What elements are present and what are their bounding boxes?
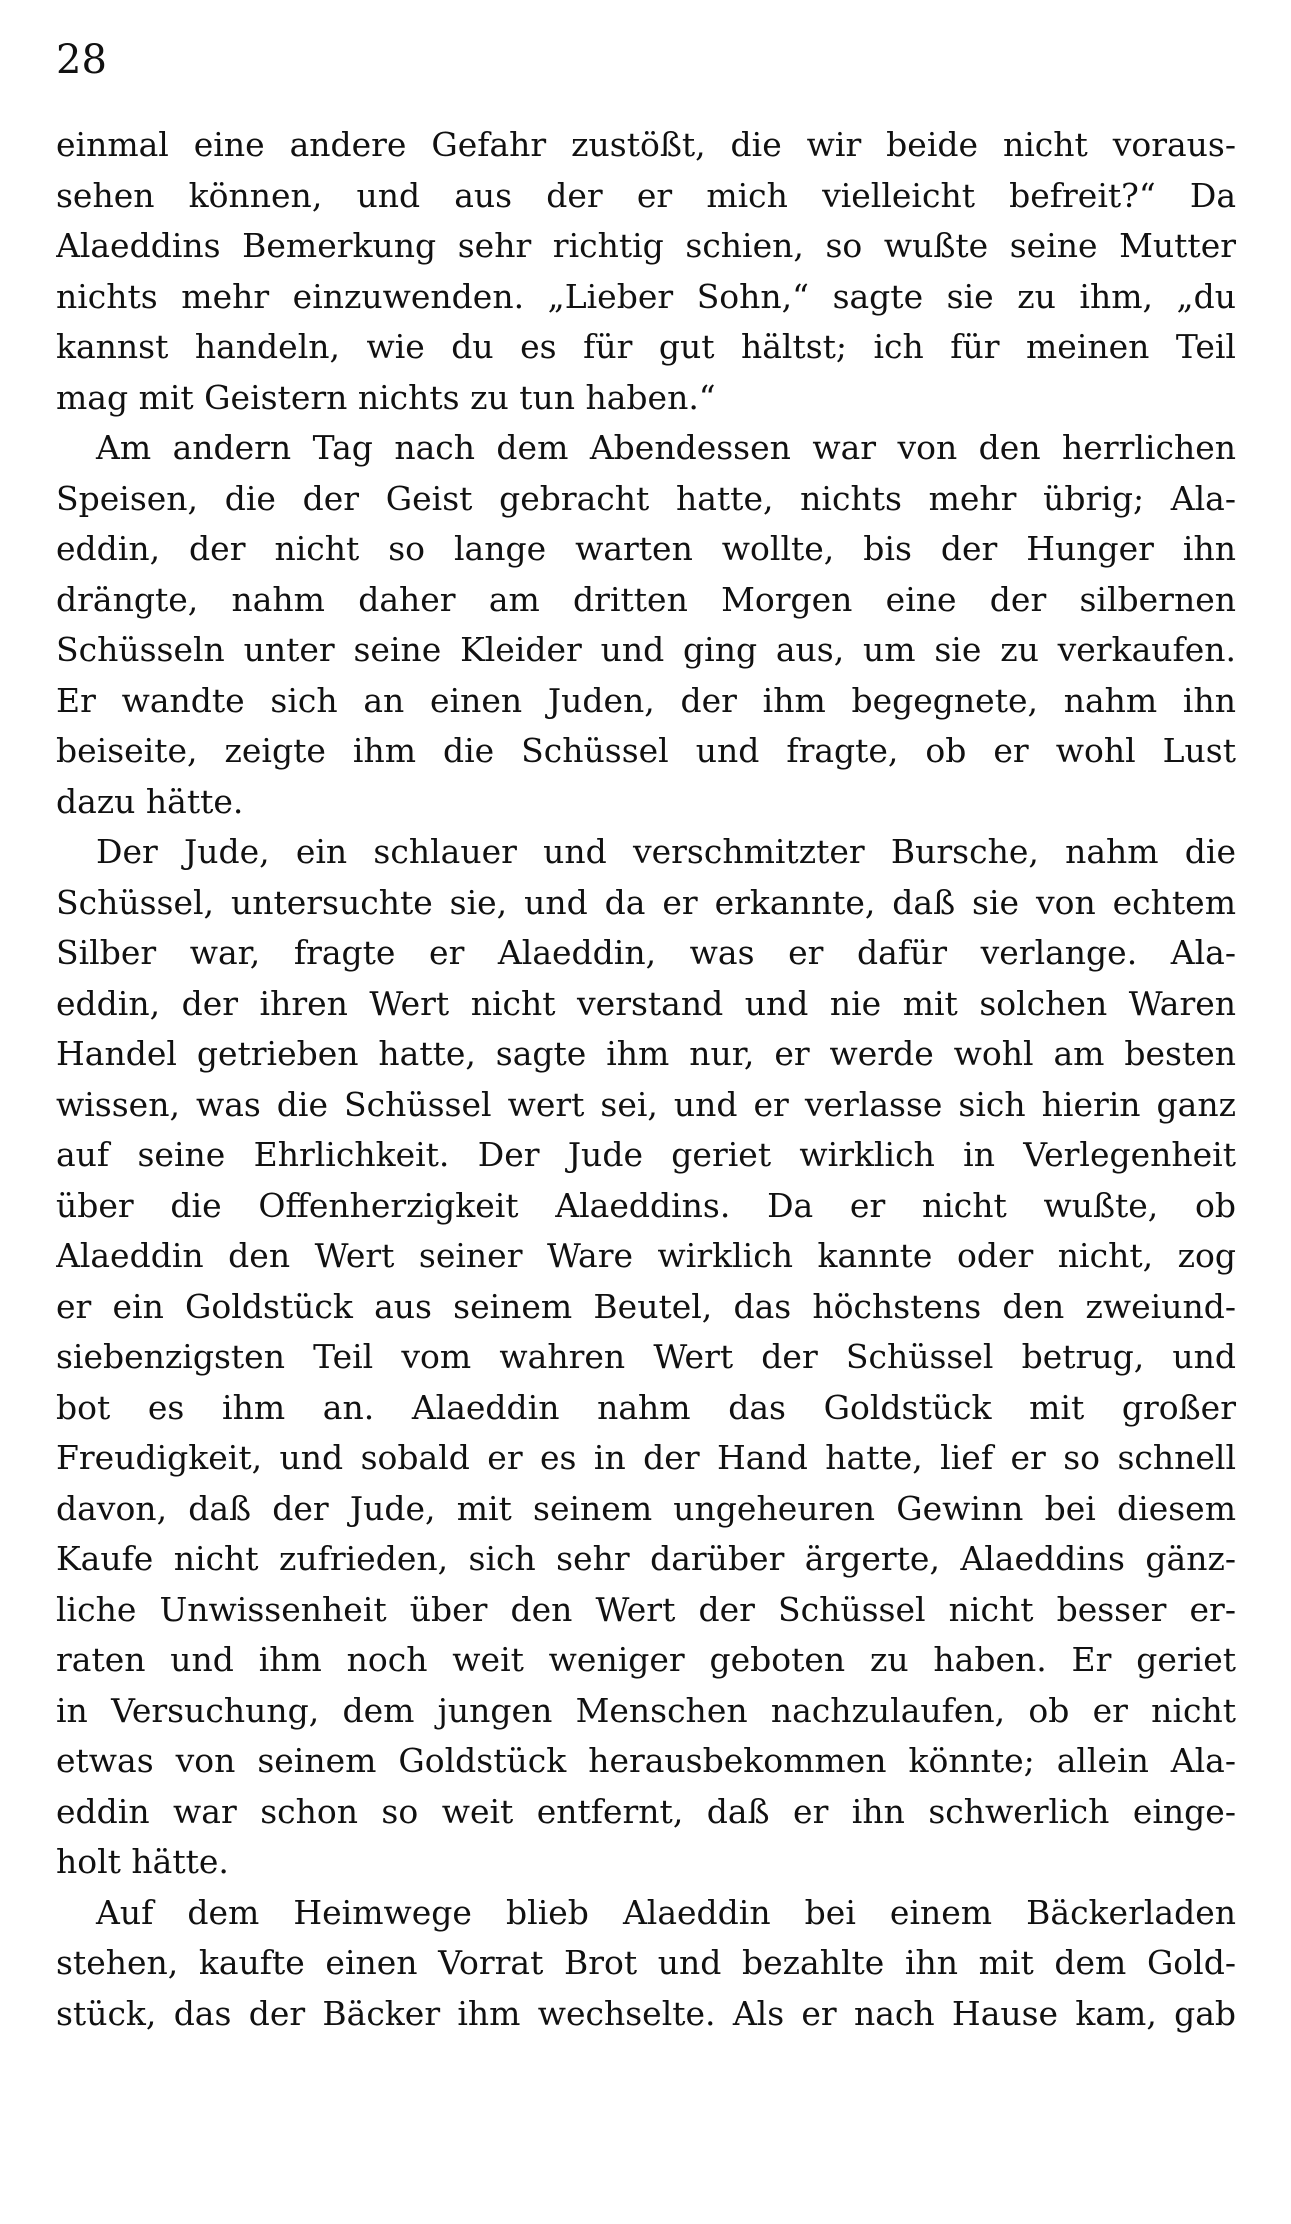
text-line: siebenzigsten Teil vom wahren Wert der Schüssel betrug, und <box>56 1337 1236 1376</box>
text-line: wissen, was die Schüssel wert sei, und er verlasse sich hierin ganz <box>56 1084 1236 1124</box>
text-line: auf seine Ehrlichkeit. Der Jude geriet wirklich in Verlegenheit <box>56 1135 1236 1174</box>
text-line: nichts mehr einzuwenden. „Lieber Sohn,“ sagte sie zu ihm, „du <box>56 276 1236 316</box>
text-line: Er wandte sich an einen Juden, der ihm begegnete, nahm ihn <box>56 680 1236 720</box>
text-line: Silber war, fragte er Alaeddin, was er dafür verlange. Ala- <box>56 933 1236 972</box>
text-line: Auf dem Heimwege blieb Alaeddin bei einem Bäckerladen <box>96 1892 1236 1932</box>
text-line: holt hätte. <box>56 1842 229 1881</box>
text-line: Schüsseln unter seine Kleider und ging aus, um sie zu verkaufen. <box>56 630 1236 669</box>
text-line: kannst handeln, wie du es für gut hältst; ich für meinen Teil <box>56 327 1236 366</box>
text-line: sehen können, und aus der er mich vielleicht befreit?“ Da <box>56 175 1236 215</box>
text-line: Am andern Tag nach dem Abendessen war von den herrlichen <box>96 428 1236 467</box>
text-line: drängte, nahm daher am dritten Morgen eine der silbernen <box>56 579 1236 619</box>
page-number: 28 <box>56 37 107 83</box>
text-line: dazu hätte. <box>56 781 244 821</box>
text-line: Alaeddins Bemerkung sehr richtig schien, so wußte seine Mutter <box>56 226 1236 265</box>
text-line: über die Offenherzigkeit Alaeddins. Da er nicht wußte, ob <box>56 1185 1236 1225</box>
text-line: Kaufe nicht zufrieden, sich sehr darüber ärgerte, Alaeddins gänz- <box>56 1539 1236 1578</box>
text-line: etwas von seinem Goldstück herausbekommen könnte; allein Ala- <box>56 1741 1236 1780</box>
text-line: eddin war schon so weit entfernt, daß er ihn schwerlich einge- <box>56 1791 1236 1831</box>
text-line: einmal eine andere Gefahr zustößt, die wir beide nicht voraus- <box>56 125 1236 164</box>
text-line: bot es ihm an. Alaeddin nahm das Goldstück mit großer <box>56 1387 1236 1427</box>
text-line: er ein Goldstück aus seinem Beutel, das höchstens den zweiund- <box>56 1286 1236 1326</box>
body-text <box>56 120 1236 2039</box>
text-line: stehen, kaufte einen Vorrat Brot und bezahlte ihn mit dem Gold- <box>56 1943 1236 1982</box>
text-line: eddin, der ihren Wert nicht verstand und nie mit solchen Waren <box>56 983 1236 1023</box>
text-line: Alaeddin den Wert seiner Ware wirklich kannte oder nicht, zog <box>56 1236 1236 1275</box>
text-line: raten und ihm noch weit weniger geboten zu haben. Er geriet <box>56 1640 1236 1679</box>
text-line: Handel getrieben hatte, sagte ihm nur, er werde wohl am besten <box>56 1034 1236 1073</box>
text-line: Der Jude, ein schlauer und verschmitzter Bursche, nahm die <box>96 832 1236 871</box>
text-line: beiseite, zeigte ihm die Schüssel und fragte, ob er wohl Lust <box>56 731 1236 770</box>
text-line: eddin, der nicht so lange warten wollte, bis der Hunger ihn <box>56 529 1236 568</box>
text-line: mag mit Geistern nichts zu tun haben.“ <box>56 377 716 417</box>
text-line: Speisen, die der Geist gebracht hatte, nichts mehr übrig; Ala- <box>56 478 1236 518</box>
text-line: davon, daß der Jude, mit seinem ungeheuren Gewinn bei diesem <box>56 1488 1236 1528</box>
text-line: liche Unwissenheit über den Wert der Schüssel nicht besser er- <box>56 1589 1236 1629</box>
text-line: stück, das der Bäcker ihm wechselte. Als er nach Hause kam, gab <box>56 1993 1236 2033</box>
text-line: Schüssel, untersuchte sie, und da er erkannte, daß sie von echtem <box>56 882 1236 922</box>
text-line: Freudigkeit, und sobald er es in der Hand hatte, lief er so schnell <box>56 1438 1236 1477</box>
text-line: in Versuchung, dem jungen Menschen nachzulaufen, ob er nicht <box>56 1690 1236 1730</box>
